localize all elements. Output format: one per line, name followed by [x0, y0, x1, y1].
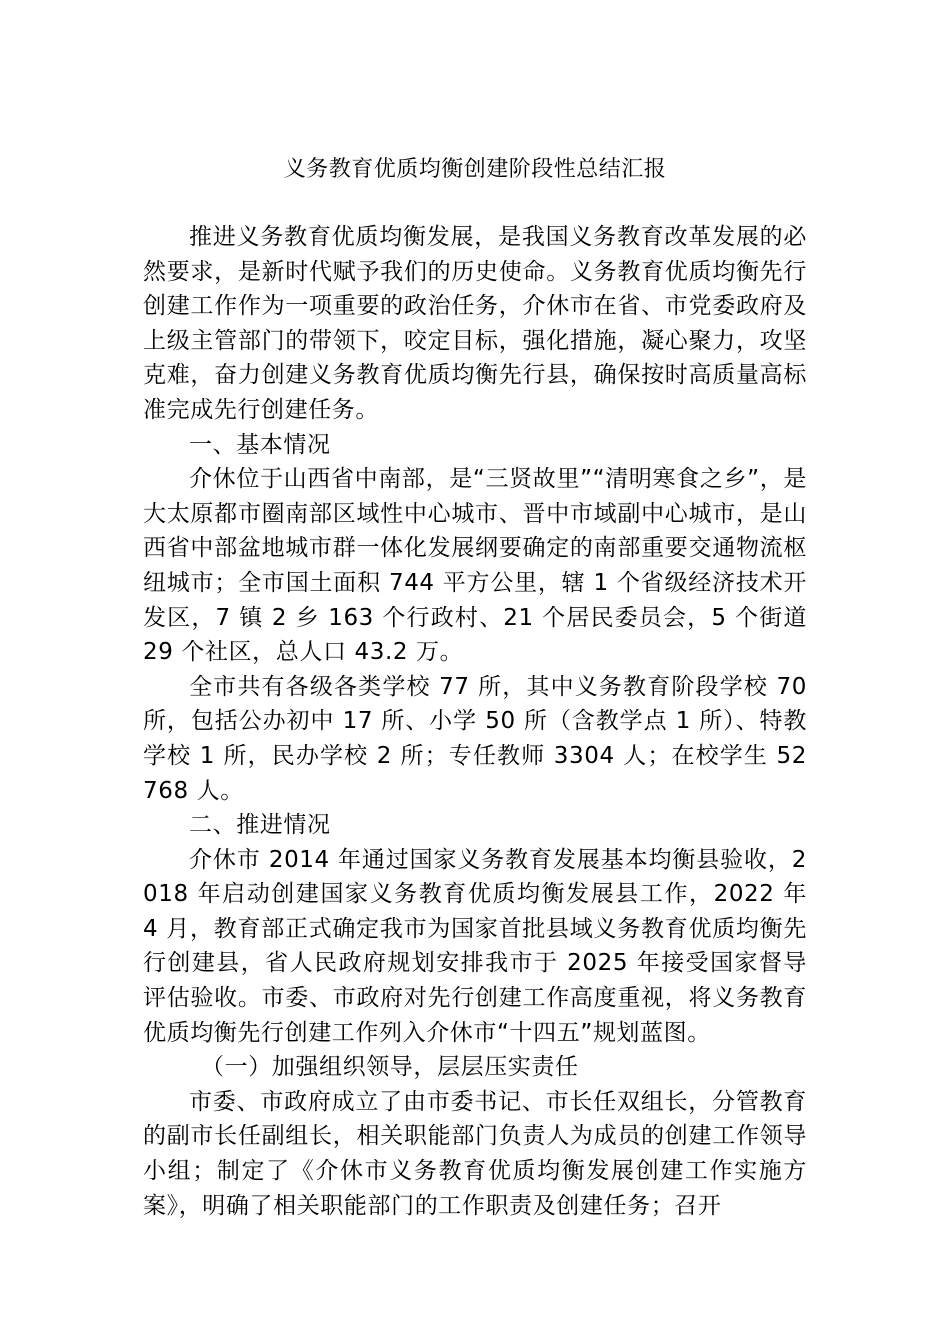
document-title: 义务教育优质均衡创建阶段性总结汇报: [283, 157, 667, 182]
basic-situation-paragraph: 介休位于山西省中南部，是“三贤故里”“清明寒食之乡”，是大太原都市圈南部区域性中心城市、晋中市域副中心城市，是山西省中部盆地城市群一体化发展纲要确定的南部重要交通物流枢纽城市；全市国土面积 744 平方公里，辖 1 个省级经济技术开发区，7 镇 2 乡 163 个行政村、21 个居民委员会，5 个街道 29 个社区，总人口 43.2 万。: [143, 466, 807, 666]
section-heading-basic-situation: 一、基本情况: [189, 431, 331, 458]
subsection-heading-leadership: （一）加强组织领导，层层压实责任: [201, 1054, 579, 1081]
intro-paragraph: 推进义务教育优质均衡发展，是我国义务教育改革发展的必然要求，是新时代赋予我们的历史使命。义务教育优质均衡先行创建工作作为一项重要的政治任务，介休市在省、市党委政府及上级主管部门的带领下，咬定目标，强化措施，凝心聚力，攻坚克难，奋力创建义务教育优质均衡先行县，确保按时高质量高标准完成先行创建任务。: [143, 224, 807, 423]
progress-paragraph: 介休市 2014 年通过国家义务教育发展基本均衡县验收，2018 年启动创建国家义务教育优质均衡发展县工作，2022 年 4 月，教育部正式确定我市为国家首批县域义务教育优质均衡先行创建县，省人民政府规划安排我市于 2025 年接受国家督导评估验收。市委、市政府对先行创建工作高度重视，将义务教育优质均衡先行创建工作列入介休市“十四五”规划蓝图。: [143, 846, 807, 1046]
section-heading-progress: 二、推进情况: [189, 812, 331, 839]
document-body: [143, 220, 807, 1223]
leadership-paragraph: 市委、市政府成立了由市委书记、市长任双组长，分管教育的副市长任副组长，相关职能部门负责人为成员的创建工作领导小组；制定了《介休市义务教育优质均衡发展创建工作实施方案》，明确了相关职能部门的工作职责及创建任务；召开: [143, 1088, 807, 1219]
schools-paragraph: 全市共有各级各类学校 77 所，其中义务教育阶段学校 70 所，包括公办初中 17 所、小学 50 所（含教学点 1 所）、特教学校 1 所，民办学校 2 所；专任教师 3304 人；在校学生 52768 人。: [143, 673, 807, 804]
